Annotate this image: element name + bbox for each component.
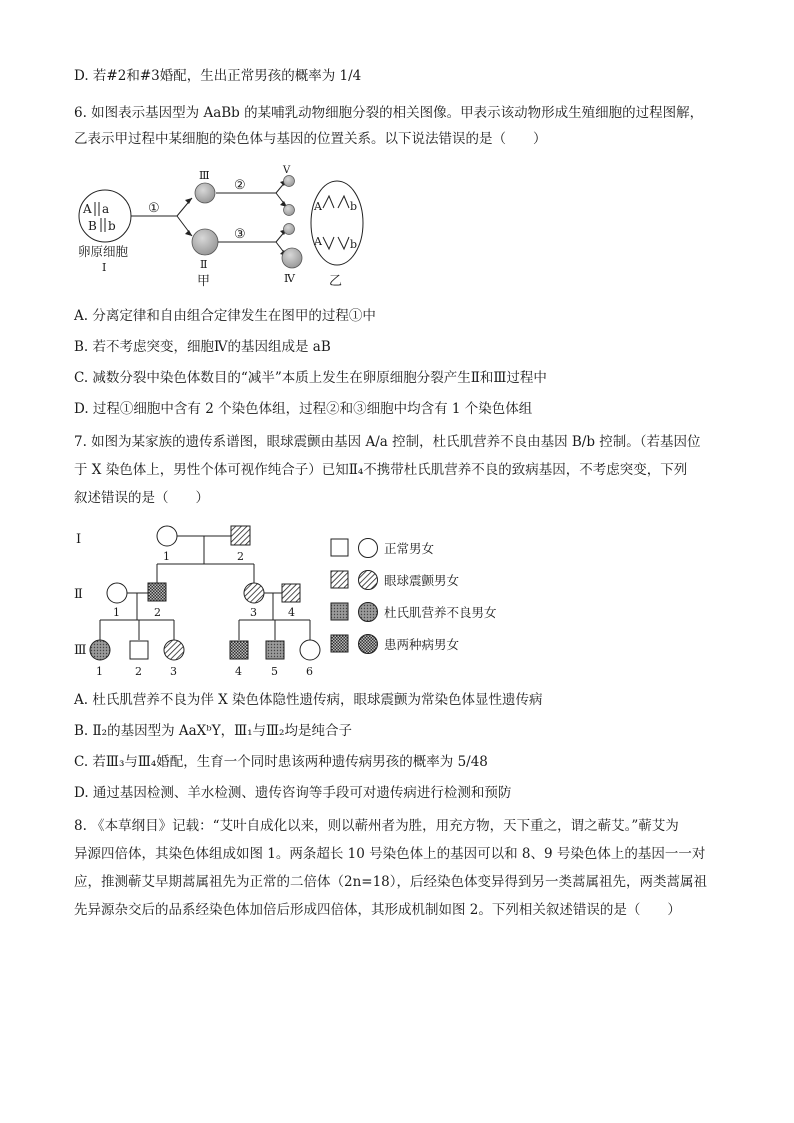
- jia-label: 甲: [197, 274, 211, 289]
- yi-gene-A-top: A: [314, 200, 322, 213]
- q6-option-b: B. 若不考虑突变，细胞Ⅳ的基因组成是 aB: [74, 339, 331, 355]
- yi-gene-A-bottom: A: [314, 235, 322, 248]
- q8-stem-line-2: 异源四倍体，其染色体组成如图 1。两条超长 10 号染色体上的基因可以和 8、9 号染色体上的基因一一对: [74, 846, 706, 862]
- individual-II4: [282, 584, 300, 602]
- step-3-label: ③: [234, 227, 246, 242]
- generation-III-label: Ⅲ: [74, 643, 87, 658]
- legend-nystagmus: 眼球震颤男女: [384, 573, 460, 588]
- gene-a-label: a: [102, 202, 110, 216]
- pedigree-legend: [331, 539, 497, 654]
- label-I1: 1: [163, 550, 170, 563]
- step-1-label: ①: [148, 201, 160, 216]
- individual-III6: [300, 640, 320, 660]
- generation-II-label: Ⅱ: [74, 587, 83, 602]
- q7-option-d: D. 通过基因检测、羊水检测、遗传咨询等手段可对遗传病进行检测和预防: [74, 785, 512, 801]
- step-2-label: ②: [234, 178, 246, 193]
- label-II3: 3: [250, 606, 257, 619]
- q7-option-b: B. Ⅱ₂的基因型为 AaXᵇY，Ⅲ₁与Ⅲ₂均是纯合子: [74, 723, 352, 739]
- yi-gene-b-top: b: [350, 200, 358, 213]
- polar-body-3: [284, 224, 295, 235]
- q7-stem-line-3: 叙述错误的是（ ）: [74, 490, 209, 506]
- q8-stem-line-3: 应，推测蕲艾早期蒿属祖先为正常的二倍体（2n=18），后经染色体变异得到另一类蒿属祖先，两类蒿属祖: [74, 874, 708, 890]
- individual-I2: [231, 526, 250, 545]
- label-III4: 4: [235, 665, 242, 678]
- oogonium-label: 卵原细胞: [78, 244, 129, 259]
- pedigree-chart: [66, 520, 526, 680]
- q7-option-a: A. 杜氏肌营养不良为伴 X 染色体隐性遗传病，眼球震颤为常染色体显性遗传病: [74, 692, 543, 708]
- legend-both: 患两种病男女: [384, 637, 460, 652]
- q5-option-d: D. 若#2和#3婚配，生出正常男孩的概率为 1/4: [74, 68, 362, 84]
- generation-I-label: Ⅰ: [76, 532, 82, 547]
- cell-IV-label: Ⅳ: [284, 272, 295, 285]
- cell-III: [195, 183, 215, 203]
- individual-I1: [157, 526, 177, 546]
- label-III5: 5: [271, 665, 278, 678]
- q6-option-d: D. 过程①细胞中含有 2 个染色体组，过程②和③细胞中均含有 1 个染色体组: [74, 401, 533, 417]
- cell-II-label: Ⅱ: [200, 258, 208, 271]
- q6-stem-line-2: 乙表示甲过程中某细胞的染色体与基因的位置关系。以下说法错误的是（ ）: [74, 131, 547, 147]
- oogonium-cell: [79, 190, 131, 242]
- q7-stem-line-1: 7. 如图为某家族的遗传系谱图，眼球震颤由基因 A/a 控制，杜氏肌营养不良由基因 B/b 控制。（若基因位: [74, 434, 701, 450]
- label-II4: 4: [288, 606, 295, 619]
- q7-stem-line-2: 于 X 染色体上，男性个体可视作纯合子）已知Ⅱ₄不携带杜氏肌营养不良的致病基因，不考虑突变，下列: [74, 462, 688, 478]
- label-III3: 3: [170, 665, 177, 678]
- cell-II: [192, 229, 218, 255]
- individual-II2: [148, 583, 166, 601]
- q8-stem-line-4: 先异源杂交后的品系经染色体加倍后形成四倍体，其形成机制如图 2。下列相关叙述错误的是（ ）: [74, 902, 681, 918]
- label-I2: 2: [237, 550, 244, 563]
- polar-body-2: [284, 205, 295, 216]
- label-II2: 2: [154, 606, 161, 619]
- gene-B-label: B: [88, 219, 97, 233]
- cell-V-label: Ⅴ: [283, 165, 291, 176]
- label-III1: 1: [96, 665, 103, 678]
- label-II1: 1: [113, 606, 120, 619]
- individual-II1: [107, 583, 127, 603]
- q6-option-a: A. 分离定律和自由组合定律发生在图甲的过程①中: [74, 308, 376, 324]
- individual-II3: [244, 583, 264, 603]
- q6-figure: [74, 158, 404, 293]
- cell-I-label: Ⅰ: [102, 261, 107, 274]
- yi-cell: [311, 181, 363, 265]
- yi-label: 乙: [329, 274, 343, 289]
- cell-III-label: Ⅲ: [199, 169, 210, 182]
- individual-III3: [164, 640, 184, 660]
- egg-cell-IV: [282, 248, 302, 268]
- legend-normal: 正常男女: [384, 541, 435, 556]
- label-III2: 2: [135, 665, 142, 678]
- individual-III4: [230, 641, 248, 659]
- yi-gene-b-bottom: b: [350, 238, 358, 251]
- q6-stem-line-1: 6. 如图表示基因型为 AaBb 的某哺乳动物细胞分裂的相关图像。甲表示该动物形成生殖细胞的过程图解，: [74, 105, 704, 121]
- gene-b-label: b: [108, 219, 116, 233]
- q6-option-c: C. 减数分裂中染色体数目的“减半”本质上发生在卵原细胞分裂产生Ⅱ和Ⅲ过程中: [74, 370, 547, 386]
- label-III6: 6: [306, 665, 313, 678]
- individual-III1: [90, 640, 110, 660]
- individual-III2: [130, 641, 148, 659]
- polar-body-1: [284, 176, 295, 187]
- individual-III5: [266, 641, 284, 659]
- legend-dmd: 杜氏肌营养不良男女: [384, 605, 497, 620]
- q7-option-c: C. 若Ⅲ₃与Ⅲ₄婚配，生育一个同时患该两种遗传病男孩的概率为 5/48: [74, 754, 488, 770]
- q8-stem-line-1: 8. 《本草纲目》记载：“艾叶自成化以来，则以蕲州者为胜，用充方物，天下重之，谓之蕲艾。”蕲艾为: [74, 818, 679, 834]
- gene-A-label: A: [83, 202, 92, 216]
